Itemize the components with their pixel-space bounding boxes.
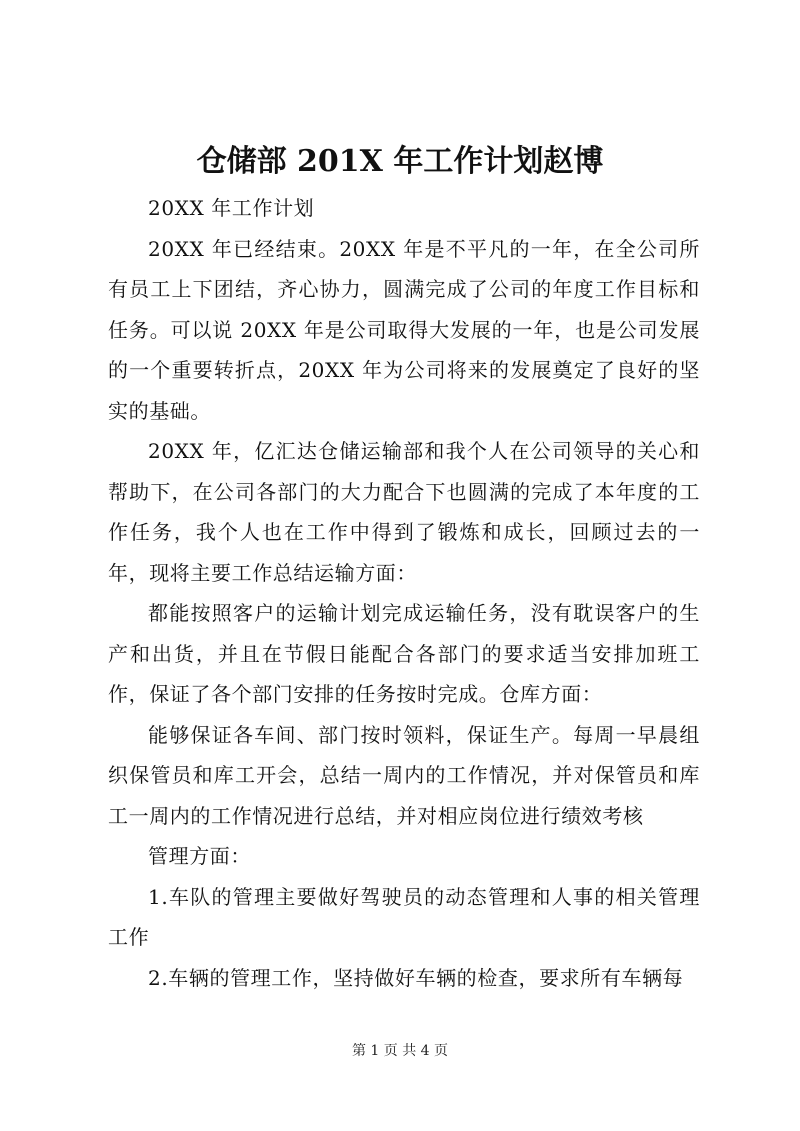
document-body bbox=[108, 188, 700, 998]
page-footer: 第 1 页 共 4 页 bbox=[351, 1043, 449, 1059]
paragraph: 都能按照客户的运输计划完成运输任务，没有耽误客户的生产和出货，并且在节假日能配合各部门的要求适当安排加班工作，保证了各个部门安排的任务按时完成。仓库方面： bbox=[108, 601, 700, 706]
list-item: 2.车辆的管理工作，坚持做好车辆的检查，要求所有车辆每 bbox=[148, 965, 684, 990]
paragraph-subtitle: 20XX 年工作计划 bbox=[148, 196, 315, 220]
document-title: 仓储部 201X 年工作计划赵博 bbox=[196, 144, 604, 179]
paragraph: 20XX 年已经结束。20XX 年是不平凡的一年，在全公司所有员工上下团结，齐心协力，圆满完成了公司的年度工作目标和任务。可以说 20XX 年是公司取得大发展的一年，也是公司发展的一个重要转折点，20XX 年为公司将来的发展奠定了良好的坚实的基础。 bbox=[108, 236, 700, 423]
paragraph: 20XX 年，亿汇达仓储运输部和我个人在公司领导的关心和帮助下，在公司各部门的大力配合下也圆满的完成了本年度的工作任务，我个人也在工作中得到了锻炼和成长，回顾过去的一年，现将主要工作总结运输方面： bbox=[108, 439, 700, 585]
section-heading: 管理方面： bbox=[148, 844, 251, 868]
paragraph: 能够保证各车间、部门按时领料，保证生产。每周一早晨组织保管员和库工开会，总结一周内的工作情况，并对保管员和库工一周内的工作情况进行总结，并对相应岗位进行绩效考核 bbox=[108, 722, 700, 828]
list-item: 1.车队的管理主要做好驾驶员的动态管理和人事的相关管理工作 bbox=[108, 884, 700, 949]
